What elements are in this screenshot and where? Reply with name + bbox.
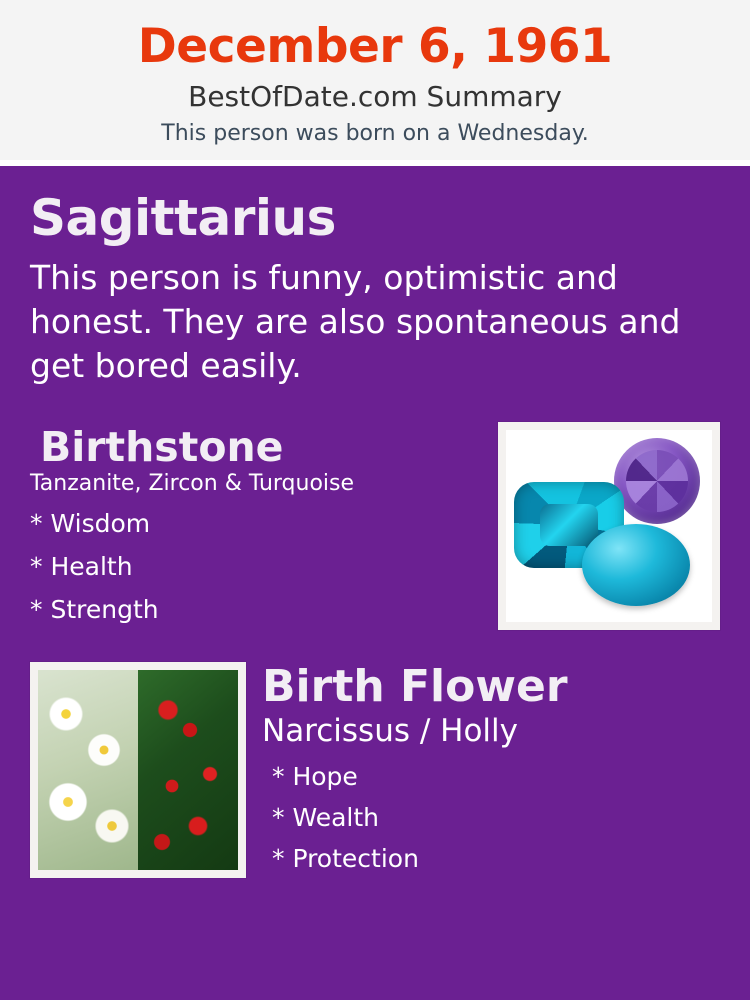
birth-flower-subtitle: Narcissus / Holly: [262, 712, 519, 749]
birth-flower-text-block: [262, 662, 720, 886]
tanzanite-gem-icon: [614, 438, 700, 524]
birthstone-text-block: [30, 422, 486, 640]
birth-flower-traits-list: [262, 761, 720, 873]
birth-flower-title: Birth Flower: [262, 661, 568, 713]
list-item: * Hope: [272, 761, 358, 791]
list-item: * Strength: [30, 595, 159, 625]
content-panel: [0, 166, 750, 1000]
birthstone-section: [30, 422, 720, 640]
site-summary-label: BestOfDate.com Summary: [188, 80, 562, 114]
header: [0, 0, 750, 160]
turquoise-gem-icon: [582, 524, 690, 606]
page-title: December 6, 1961: [137, 19, 613, 74]
birthstone-subtitle: Tanzanite, Zircon & Turquoise: [30, 471, 355, 496]
zodiac-description: This person is funny, optimistic and honest. They are also spontaneous and get bored easily.: [30, 258, 681, 386]
birthstone-image: [498, 422, 720, 630]
narcissus-photo-half: [38, 670, 138, 870]
list-item: * Wealth: [272, 802, 379, 832]
birth-flower-image: [30, 662, 246, 878]
list-item: * Wisdom: [30, 509, 151, 539]
birth-flower-section: [30, 662, 720, 886]
holly-photo-half: [138, 670, 238, 870]
zodiac-sign-title: Sagittarius: [30, 188, 336, 247]
list-item: * Health: [30, 552, 133, 582]
birthstone-traits-list: [30, 509, 486, 625]
birthstone-title: Birthstone: [40, 422, 284, 471]
birthstone-gems-photo: [506, 430, 712, 622]
birth-flower-photo: [38, 670, 238, 870]
born-day-text: This person was born on a Wednesday.: [161, 120, 589, 146]
list-item: * Protection: [272, 843, 419, 873]
